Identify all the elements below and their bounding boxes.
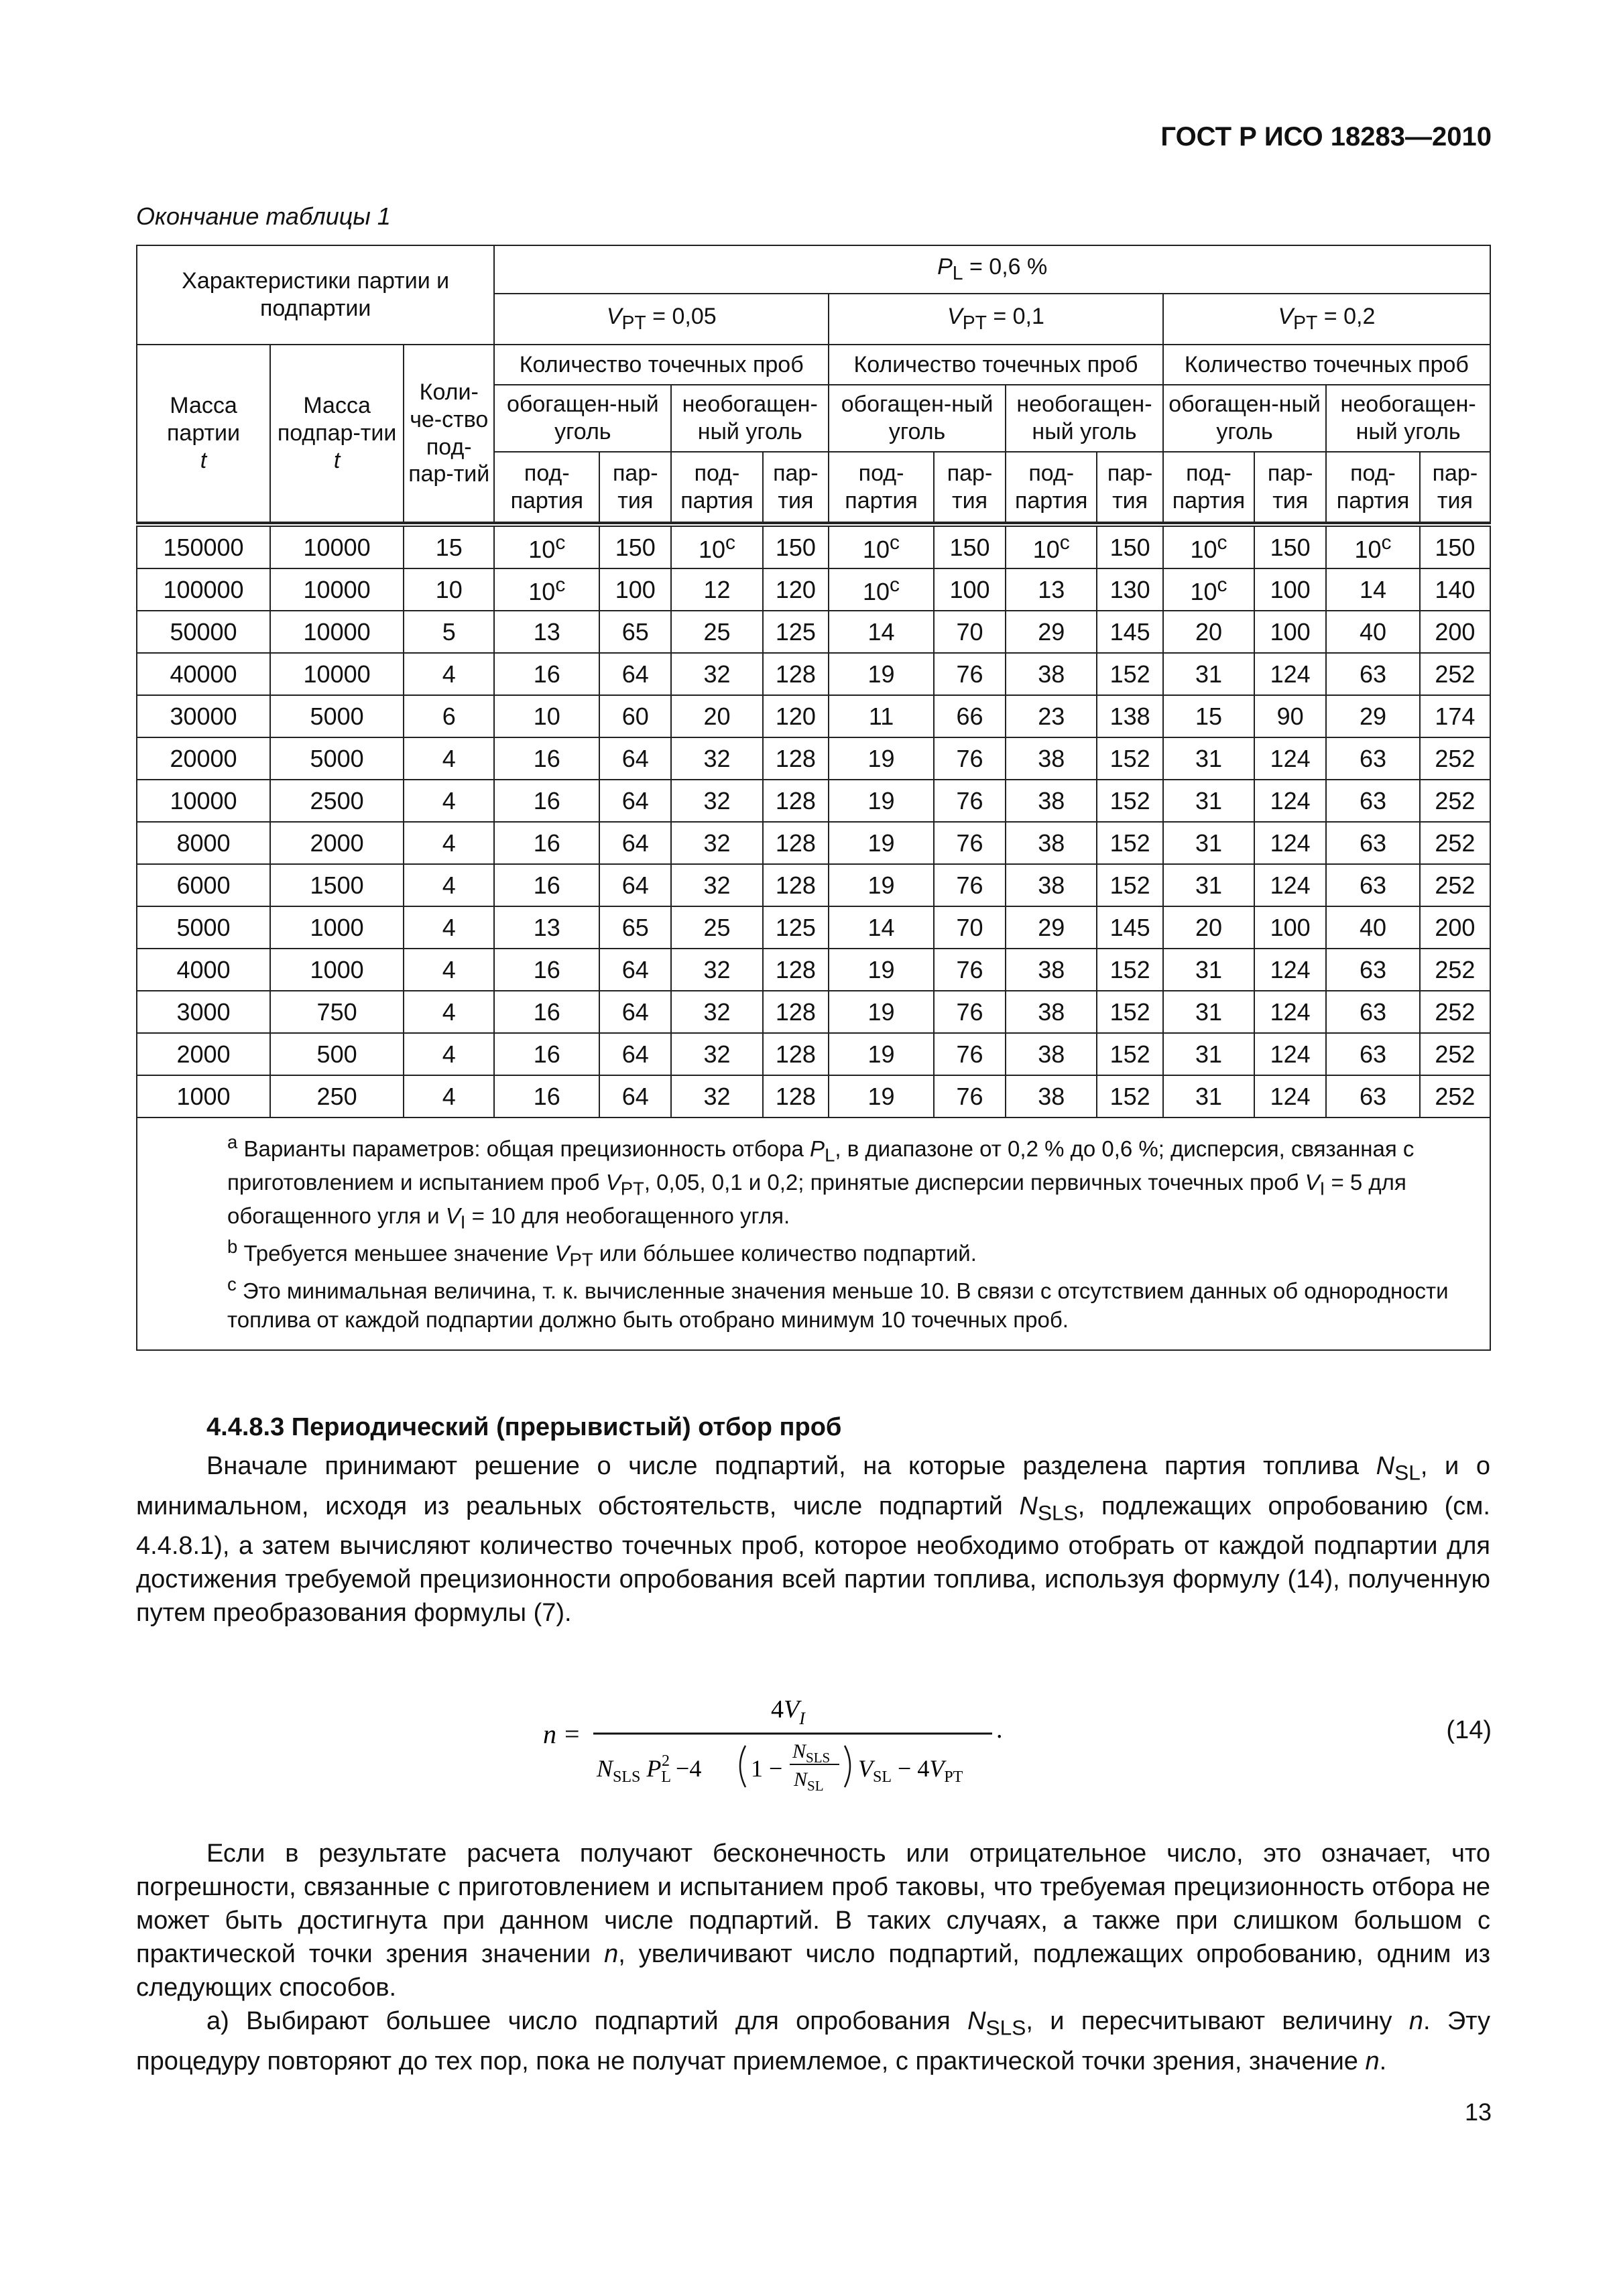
- table-cell: 38: [1006, 1075, 1097, 1117]
- table-cell: 10000: [270, 525, 404, 568]
- table-cell: 5000: [270, 737, 404, 780]
- header-lot-1: пар-тия: [599, 452, 671, 522]
- table-cell: 4: [404, 780, 494, 822]
- table-cell: 76: [934, 864, 1006, 906]
- table-cell: 100: [1254, 611, 1326, 653]
- table-cell: 76: [934, 1033, 1006, 1075]
- header-vpt-3: $V_{PT} = 0,2$: [1163, 294, 1490, 345]
- table-cell: 31: [1163, 949, 1254, 991]
- table-cell: 152: [1097, 737, 1162, 780]
- table-cell: 10000: [137, 780, 270, 822]
- table-cell: 150: [599, 525, 671, 568]
- paragraph-2: Если в результате расчета получают бесконечность или отрицательное число, это означает, что погрешности, связанные с приготовлением и испытанием проб таковы, что требуемая прецизионность отбора не может быть достигнута при данном числе подпартий. В таких случаях, а также при слишком большом с практической точки зрения значении n, увеличивают число подпартий, подлежащих опробованию, одним из следующих способов. а) Выбирают большее число подпартий для опробования $N_{SLS}$, и пересчитывают величину n. Эту процедуру повторяют до тех пор, пока не получат приемлемое, с практической точки зрения, значение n.: [136, 1839, 1490, 2075]
- table-cell: 124: [1254, 780, 1326, 822]
- table-cell: 252: [1420, 1075, 1490, 1117]
- table-cell: 124: [1254, 653, 1326, 695]
- table-cell: 65: [599, 611, 671, 653]
- table-cell: 25: [671, 611, 762, 653]
- table-cell: 128: [763, 1033, 829, 1075]
- header-sublot-4: под-партия: [1006, 452, 1097, 522]
- table-cell: 19: [829, 780, 934, 822]
- table-cell: 150: [1254, 525, 1326, 568]
- footnote-c-mark: c: [1059, 531, 1070, 554]
- table-cell: 124: [1254, 864, 1326, 906]
- table-cell: 252: [1420, 1033, 1490, 1075]
- table-cell: 32: [671, 737, 762, 780]
- table-cell: 64: [599, 864, 671, 906]
- table-cell: 4: [404, 737, 494, 780]
- header-lot-6: пар-тия: [1420, 452, 1490, 522]
- table-cell: 128: [763, 653, 829, 695]
- page-number: 13: [1464, 2098, 1492, 2126]
- table-cell: 100000: [137, 568, 270, 611]
- table-cell: 152: [1097, 864, 1162, 906]
- table-cell: 31: [1163, 780, 1254, 822]
- table-cell: 10000: [270, 653, 404, 695]
- table-cell: 128: [763, 991, 829, 1033]
- table-cell: 64: [599, 822, 671, 864]
- header-increments-1: Количество точечных проб: [494, 345, 829, 385]
- table-cell: 50000: [137, 611, 270, 653]
- table-cell: 63: [1326, 864, 1420, 906]
- table-row: [137, 568, 1490, 611]
- table-cell: 10: [404, 568, 494, 611]
- table-cell: 150000: [137, 525, 270, 568]
- table-cell: 40: [1326, 906, 1420, 949]
- table-cell: 64: [599, 653, 671, 695]
- table-cell: 5000: [270, 695, 404, 737]
- table-cell: 63: [1326, 1033, 1420, 1075]
- table-row: [137, 695, 1490, 737]
- table-cell: 145: [1097, 906, 1162, 949]
- table-cell: 63: [1326, 737, 1420, 780]
- table-cell: 16: [494, 864, 599, 906]
- footnote-c-mark: c: [1217, 531, 1227, 554]
- svg-text:.: .: [996, 1715, 1003, 1744]
- table-cell: 252: [1420, 737, 1490, 780]
- table-cell: 76: [934, 1075, 1006, 1117]
- table-cell: 252: [1420, 949, 1490, 991]
- table-cell: 32: [671, 1075, 762, 1117]
- table-cell: 4: [404, 906, 494, 949]
- table-cell: 70: [934, 611, 1006, 653]
- table-row: [137, 737, 1490, 780]
- footnote-c-mark: c: [1381, 531, 1392, 554]
- table-cell: 10$^c$: [1163, 525, 1254, 568]
- table-cell: 31: [1163, 991, 1254, 1033]
- header-pl: $P_L = 0,6$ %: [494, 245, 1490, 294]
- table-row: [137, 525, 1490, 568]
- table-cell: 16: [494, 780, 599, 822]
- table-cell: 70: [934, 906, 1006, 949]
- table-cell: 38: [1006, 653, 1097, 695]
- table-cell: 63: [1326, 822, 1420, 864]
- table-cell: 40: [1326, 611, 1420, 653]
- table-cell: 200: [1420, 906, 1490, 949]
- footnote-c-mark: c: [890, 573, 900, 596]
- table-cell: 60: [599, 695, 671, 737]
- table-cell: 4: [404, 991, 494, 1033]
- table-cell: 32: [671, 653, 762, 695]
- table-cell: 64: [599, 1075, 671, 1117]
- table-cell: 750: [270, 991, 404, 1033]
- table-cell: 31: [1163, 653, 1254, 695]
- table-cell: 31: [1163, 1075, 1254, 1117]
- table-cell: 10$^c$: [829, 568, 934, 611]
- table-row: [137, 1033, 1490, 1075]
- footnote-c-mark: c: [890, 531, 900, 554]
- table-cell: 20: [1163, 611, 1254, 653]
- table-row: [137, 653, 1490, 695]
- table-cell: 14: [829, 611, 934, 653]
- table-cell: 19: [829, 653, 934, 695]
- table-cell: 2500: [270, 780, 404, 822]
- table-cell: 128: [763, 737, 829, 780]
- table-cell: 23: [1006, 695, 1097, 737]
- header-sublot-mass: Масса подпар-тии t: [270, 345, 404, 522]
- table-caption: Окончание таблицы 1: [136, 202, 391, 230]
- table-cell: 152: [1097, 949, 1162, 991]
- table-cell: 16: [494, 822, 599, 864]
- table-cell: 128: [763, 949, 829, 991]
- table-cell: 124: [1254, 822, 1326, 864]
- table-cell: 76: [934, 737, 1006, 780]
- table-cell: 145: [1097, 611, 1162, 653]
- header-lot-5: пар-тия: [1254, 452, 1326, 522]
- sampling-table: [136, 245, 1491, 1351]
- table-cell: 19: [829, 949, 934, 991]
- table-cell: 20: [1163, 906, 1254, 949]
- svg-text:1 −: 1 −: [751, 1755, 783, 1782]
- table-cell: 31: [1163, 737, 1254, 780]
- table-cell: 4: [404, 1033, 494, 1075]
- table-row: [137, 991, 1490, 1033]
- svg-text:n: n: [543, 1719, 556, 1749]
- header-lot-4: пар-тия: [1097, 452, 1162, 522]
- table-row: [137, 822, 1490, 864]
- table-cell: 15: [404, 525, 494, 568]
- svg-text:=: =: [564, 1719, 580, 1749]
- table-cell: 38: [1006, 949, 1097, 991]
- table-cell: 252: [1420, 780, 1490, 822]
- table-cell: 252: [1420, 864, 1490, 906]
- table-cell: 19: [829, 1033, 934, 1075]
- table-row: [137, 949, 1490, 991]
- header-raw-1: необогащен-ный уголь: [671, 385, 829, 452]
- table-cell: 64: [599, 737, 671, 780]
- table-cell: 63: [1326, 1075, 1420, 1117]
- table-cell: 10000: [270, 611, 404, 653]
- table-cell: 64: [599, 991, 671, 1033]
- table-row: [137, 906, 1490, 949]
- table-cell: 128: [763, 780, 829, 822]
- table-cell: 10$^c$: [671, 525, 762, 568]
- table-cell: 4: [404, 949, 494, 991]
- header-enriched-2: обогащен-ный уголь: [829, 385, 1006, 452]
- table-cell: 29: [1006, 906, 1097, 949]
- table-cell: 130: [1097, 568, 1162, 611]
- table-cell: 38: [1006, 822, 1097, 864]
- table-cell: 76: [934, 949, 1006, 991]
- table-cell: 152: [1097, 1075, 1162, 1117]
- footnote-c-mark: c: [725, 531, 735, 554]
- svg-text:NSLS: $N_{SLS}$: [792, 1740, 831, 1766]
- table-cell: 4: [404, 822, 494, 864]
- table-cell: 124: [1254, 1033, 1326, 1075]
- document-standard-header: ГОСТ Р ИСО 18283—2010: [1160, 122, 1492, 152]
- table-cell: 124: [1254, 949, 1326, 991]
- svg-text:NSL: $N_{SL}$: [794, 1768, 824, 1794]
- paragraph-1: Вначале принимают решение о числе подпартий, на которые разделена партия топлива $N_{SL}$, и о минимальном, исходя из реальных обстоятельств, числе подпартий $N_{SLS}$, подлежащих опробованию (см. 4.4.8.1), а затем вычисляют количество точечных проб, которое необходимо отобрать от каждой подпартии для достижения требуемой прецизионности опробования всей партии топлива, используя формулу (14), полученную путем преобразования формулы (7).: [136, 1452, 1490, 1628]
- table-cell: 100: [1254, 568, 1326, 611]
- footnote-a: $^a$ Варианты параметров: общая прецизионность отбора $P_L$, в диапазоне от 0,2 % до 0,6 %; дисперсия, связанная с приготовлением и испытанием проб $V_{PT}$, 0,05, 0,1 и 0,2; принятые дисперсии первичных точечных проб $V_I = 5$ для обогащенного угля и $V_I = 10$ для необогащенного угля.: [227, 1132, 1415, 1233]
- table-cell: 13: [494, 611, 599, 653]
- table-cell: 4: [404, 653, 494, 695]
- table-cell: 10000: [270, 568, 404, 611]
- header-sublot-2: под-партия: [671, 452, 762, 522]
- table-cell: 10: [494, 695, 599, 737]
- table-cell: 32: [671, 949, 762, 991]
- table-cell: 63: [1326, 949, 1420, 991]
- table-cell: 120: [763, 568, 829, 611]
- table-cell: 120: [763, 695, 829, 737]
- table-cell: 128: [763, 864, 829, 906]
- svg-text:NSLS PL2 −4: $N_{SLS}$ $P_L2 -4$: [597, 1752, 702, 1786]
- table-cell: 19: [829, 864, 934, 906]
- table-cell: 152: [1097, 991, 1162, 1033]
- formula-14: [530, 1676, 1039, 1797]
- table-cell: 252: [1420, 991, 1490, 1033]
- table-row: [137, 611, 1490, 653]
- table-cell: 29: [1006, 611, 1097, 653]
- table-cell: 13: [1006, 568, 1097, 611]
- header-lot-2: пар-тия: [763, 452, 829, 522]
- header-sublot-5: под-партия: [1163, 452, 1254, 522]
- table-cell: 500: [270, 1033, 404, 1075]
- table-cell: 2000: [270, 822, 404, 864]
- table-cell: 38: [1006, 991, 1097, 1033]
- table-cell: 124: [1254, 1075, 1326, 1117]
- table-cell: 2000: [137, 1033, 270, 1075]
- table-cell: 10$^c$: [1006, 525, 1097, 568]
- table-cell: 16: [494, 1075, 599, 1117]
- table-cell: 124: [1254, 737, 1326, 780]
- table-cell: 16: [494, 949, 599, 991]
- section-heading: 4.4.8.3 Периодический (прерывистый) отбор проб: [206, 1413, 842, 1441]
- table-cell: 25: [671, 906, 762, 949]
- table-cell: 16: [494, 737, 599, 780]
- table-cell: 200: [1420, 611, 1490, 653]
- table-cell: 152: [1097, 1033, 1162, 1075]
- table-cell: 32: [671, 780, 762, 822]
- header-raw-2: необогащен-ный уголь: [1006, 385, 1163, 452]
- table-cell: 125: [763, 611, 829, 653]
- table-cell: 16: [494, 991, 599, 1033]
- header-lot-mass: Масса партии t: [137, 345, 270, 522]
- table-cell: 11: [829, 695, 934, 737]
- table-cell: 1000: [137, 1075, 270, 1117]
- table-cell: 100: [599, 568, 671, 611]
- table-cell: 8000: [137, 822, 270, 864]
- header-raw-3: необогащен-ный уголь: [1326, 385, 1490, 452]
- header-enriched-1: обогащен-ный уголь: [494, 385, 671, 452]
- table-cell: 14: [1326, 568, 1420, 611]
- table-cell: 128: [763, 822, 829, 864]
- table-cell: 20000: [137, 737, 270, 780]
- table-cell: 38: [1006, 737, 1097, 780]
- header-vpt-2: $V_{PT} = 0,1$: [829, 294, 1163, 345]
- table-cell: 5000: [137, 906, 270, 949]
- table-cell: 174: [1420, 695, 1490, 737]
- table-cell: 3000: [137, 991, 270, 1033]
- table-cell: 5: [404, 611, 494, 653]
- table-cell: 10$^c$: [829, 525, 934, 568]
- table-cell: 65: [599, 906, 671, 949]
- table-cell: 125: [763, 906, 829, 949]
- header-sublot-1: под-партия: [494, 452, 599, 522]
- header-sublot-count: Коли-че-ство под-пар-тий: [404, 345, 494, 522]
- table-cell: 10$^c$: [1163, 568, 1254, 611]
- table-cell: 63: [1326, 780, 1420, 822]
- table-cell: 4: [404, 1075, 494, 1117]
- table-cell: 90: [1254, 695, 1326, 737]
- table-cell: 252: [1420, 653, 1490, 695]
- table-cell: 150: [1420, 525, 1490, 568]
- table-cell: 1000: [270, 906, 404, 949]
- table-cell: 76: [934, 653, 1006, 695]
- table-cell: 76: [934, 780, 1006, 822]
- table-cell: 38: [1006, 780, 1097, 822]
- table-cell: 63: [1326, 653, 1420, 695]
- table-cell: 76: [934, 991, 1006, 1033]
- table-cell: 252: [1420, 822, 1490, 864]
- table-cell: 19: [829, 991, 934, 1033]
- table-cell: 250: [270, 1075, 404, 1117]
- table-cell: 32: [671, 1033, 762, 1075]
- table-cell: 1500: [270, 864, 404, 906]
- table-cell: 40000: [137, 653, 270, 695]
- table-cell: 150: [934, 525, 1006, 568]
- table-footnotes: [137, 1117, 1490, 1350]
- formula-number: (14): [1446, 1716, 1492, 1744]
- table-cell: 19: [829, 737, 934, 780]
- footnote-c-mark: c: [1217, 573, 1227, 596]
- table-cell: 124: [1254, 991, 1326, 1033]
- table-cell: 13: [494, 906, 599, 949]
- table-cell: 6000: [137, 864, 270, 906]
- header-sublot-3: под-партия: [829, 452, 934, 522]
- footnote-c: $^c$ Это минимальная величина, т. к. вычисленные значения меньше 10. В связи с отсутствием данных об однородности топлива от каждой подпартии должно быть отобрано минимум 10 точечных проб.: [227, 1273, 1449, 1333]
- table-row: [137, 1075, 1490, 1117]
- table-cell: 30000: [137, 695, 270, 737]
- table-cell: 10$^c$: [1326, 525, 1420, 568]
- table-cell: 150: [1097, 525, 1162, 568]
- table-cell: 15: [1163, 695, 1254, 737]
- table-cell: 16: [494, 1033, 599, 1075]
- header-increments-2: Количество точечных проб: [829, 345, 1163, 385]
- footnote-b: $^b$ Требуется меньшее значение $V_{PT}$ или бóльшее количество подпартий.: [227, 1235, 977, 1270]
- table-cell: 138: [1097, 695, 1162, 737]
- table-cell: 12: [671, 568, 762, 611]
- svg-text:4VI: $4V_I$: [771, 1695, 805, 1728]
- table-cell: 14: [829, 906, 934, 949]
- table-cell: 128: [763, 1075, 829, 1117]
- table-cell: 100: [1254, 906, 1326, 949]
- table-cell: 4: [404, 864, 494, 906]
- table-cell: 31: [1163, 864, 1254, 906]
- table-cell: 32: [671, 991, 762, 1033]
- header-lot-characteristics: Характеристики партии и подпартии: [137, 245, 494, 345]
- header-lot-3: пар-тия: [934, 452, 1006, 522]
- table-cell: 29: [1326, 695, 1420, 737]
- table-cell: 64: [599, 780, 671, 822]
- table-cell: 10$^c$: [494, 568, 599, 611]
- table-cell: 38: [1006, 1033, 1097, 1075]
- table-cell: 38: [1006, 864, 1097, 906]
- footnote-c-mark: c: [555, 573, 566, 596]
- table-cell: 4000: [137, 949, 270, 991]
- header-enriched-3: обогащен-ный уголь: [1163, 385, 1326, 452]
- table-cell: 6: [404, 695, 494, 737]
- table-row: [137, 864, 1490, 906]
- table-cell: 152: [1097, 653, 1162, 695]
- table-cell: 1000: [270, 949, 404, 991]
- table-cell: 152: [1097, 822, 1162, 864]
- footnote-c-mark: c: [555, 531, 566, 554]
- table-cell: 150: [763, 525, 829, 568]
- table-cell: 32: [671, 822, 762, 864]
- header-vpt-1: $V_{PT} = 0,05$: [494, 294, 829, 345]
- table-cell: 152: [1097, 780, 1162, 822]
- header-sublot-6: под-партия: [1326, 452, 1420, 522]
- table-cell: 16: [494, 653, 599, 695]
- header-increments-3: Количество точечных проб: [1163, 345, 1490, 385]
- table-cell: 20: [671, 695, 762, 737]
- table-cell: 140: [1420, 568, 1490, 611]
- table-row: [137, 780, 1490, 822]
- table-cell: 64: [599, 1033, 671, 1075]
- table-cell: 31: [1163, 1033, 1254, 1075]
- table-cell: 100: [934, 568, 1006, 611]
- table-cell: 19: [829, 822, 934, 864]
- table-cell: 66: [934, 695, 1006, 737]
- table-cell: 32: [671, 864, 762, 906]
- table-cell: 64: [599, 949, 671, 991]
- svg-text:VSL − 4VPT: $V_{SL} - 4V_{PT}$: [858, 1755, 963, 1786]
- table-cell: 19: [829, 1075, 934, 1117]
- table-cell: 63: [1326, 991, 1420, 1033]
- table-cell: 10$^c$: [494, 525, 599, 568]
- table-cell: 76: [934, 822, 1006, 864]
- table-cell: 31: [1163, 822, 1254, 864]
